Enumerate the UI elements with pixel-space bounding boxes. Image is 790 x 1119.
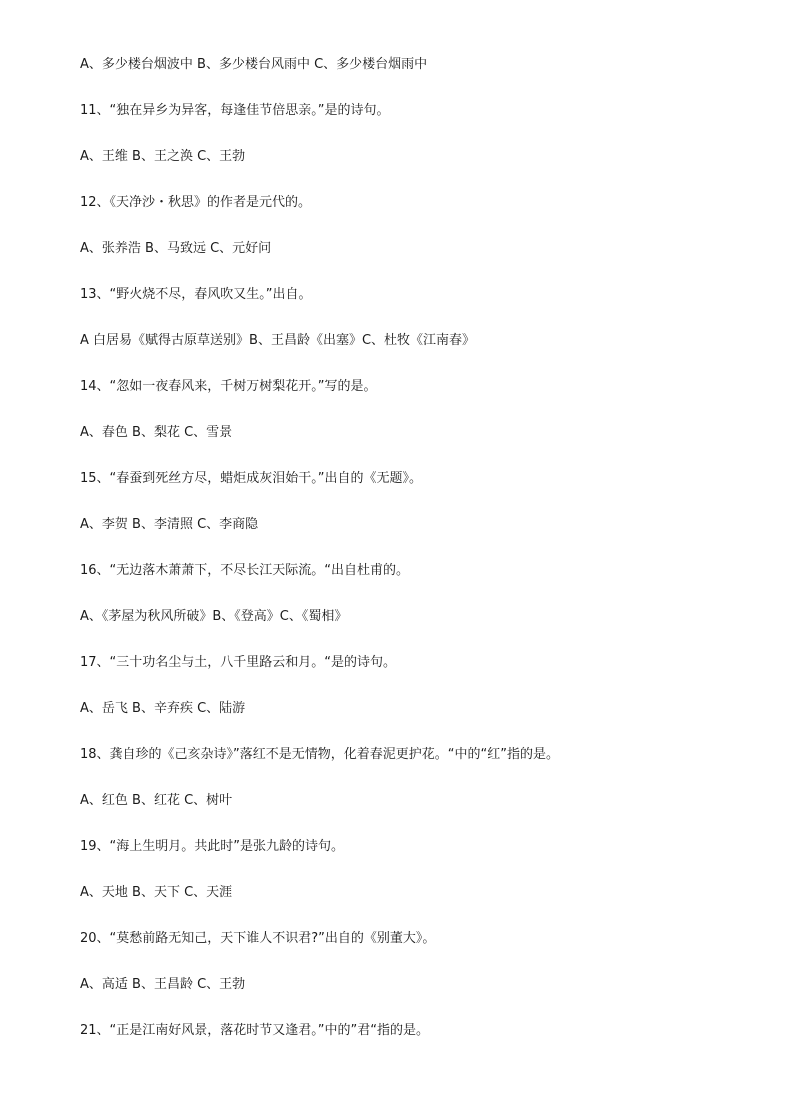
question-17: 17、“三十功名尘与土，八千里路云和月。“是的诗句。	[80, 655, 397, 670]
answer-options-13: A 白居易《赋得古原草送别》B、王昌龄《出塞》C、杜牧《江南春》	[80, 333, 476, 348]
answer-options-11: A、王维 B、王之涣 C、王勃	[80, 149, 246, 164]
question-15: 15、“春蚕到死丝方尽，蜡炬成灰泪始干。”出自的《无题》。	[80, 471, 423, 486]
question-16: 16、“无边落木萧萧下，不尽长江天际流。“出自杜甫的。	[80, 563, 410, 578]
answer-options-14: A、春色 B、梨花 C、雪景	[80, 425, 233, 440]
question-21: 21、“正是江南好风景，落花时节又逢君。”中的”君“指的是。	[80, 1023, 429, 1038]
question-13: 13、“野火烧不尽，春风吹又生。”出自。	[80, 287, 312, 302]
question-12: 12、《天净沙・秋思》的作者是元代的。	[80, 195, 312, 210]
answer-options-12: A、张养浩 B、马致远 C、元好问	[80, 241, 272, 256]
answer-options-17: A、岳飞 B、辛弃疾 C、陆游	[80, 701, 246, 716]
answer-options-15: A、李贺 B、李清照 C、李商隐	[80, 517, 259, 532]
answer-options-20: A、高适 B、王昌龄 C、王勃	[80, 977, 246, 992]
answer-options-19: A、天地 B、天下 C、天涯	[80, 885, 233, 900]
answer-options-16: A、《茅屋为秋风所破》B、《登高》C、《蜀相》	[80, 609, 348, 624]
question-14: 14、“忽如一夜春风来，千树万树梨花开。”写的是。	[80, 379, 377, 394]
question-11: 11、“独在异乡为异客，每逢佳节倍思亲。”是的诗句。	[80, 103, 390, 118]
question-18: 18、龚自珍的《己亥杂诗》”落红不是无情物，化着春泥更护花。“中的“红”指的是。	[80, 747, 559, 762]
question-20: 20、“莫愁前路无知己，天下谁人不识君?”出自的《别董大》。	[80, 931, 436, 946]
question-19: 19、“海上生明月。共此时”是张九龄的诗句。	[80, 839, 345, 854]
answer-options-10: A、多少楼台烟波中 B、多少楼台风雨中 C、多少楼台烟雨中	[80, 57, 428, 72]
answer-options-18: A、红色 B、红花 C、树叶	[80, 793, 233, 808]
